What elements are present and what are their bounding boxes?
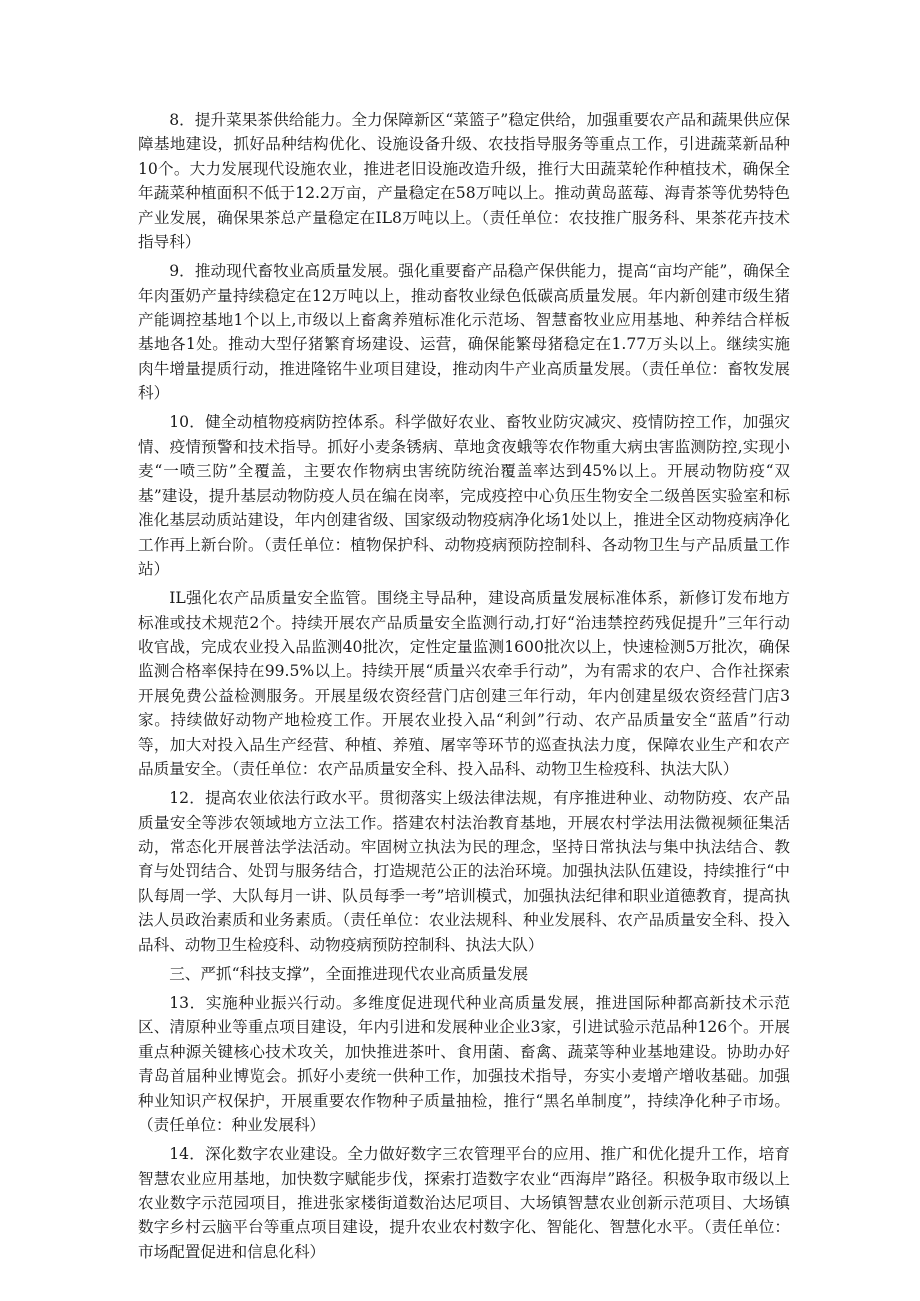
paragraph-9-modern-animal-husbandry: 9．推动现代畜牧业高质量发展。强化重要畜产品稳产保供能力，提高“亩均产能”，确保全年肉蛋奶产量持续稳定在12万吨以上，推动畜牧业绿色低碳高质量发展。年内新创建市级生猪产能调控基地1个以上,市级以上畜禽养殖标准化示范场、智慧畜牧业应用基地、种养结合样板基地各1处。推动大型仔猪繁育场建设、运营，确保能繁母猪稳定在1.77万头以上。继续实施肉牛增量提质行动，推进隆铭牛业项目建设，推动肉牛产业高质量发展。（责任单位：畜牧发展科） bbox=[138, 262, 790, 403]
section-heading-three: 三、严抓“科技支撑”，全面推进现代农业高质量发展 bbox=[169, 964, 529, 983]
paragraph-10-epidemic-prevention-system: 10．健全动植物疫病防控体系。科学做好农业、畜牧业防灾减灾、疫情防控工作，加强灾情、疫情预警和技术指导。抓好小麦条锈病、草地贪夜蛾等农作物重大病虫害监测防控,实现小麦“一喷三防”全覆盖，主要农作物病虫害统防统治覆盖率达到45%以上。开展动物防疫“双基”建设，提升基层动物防疫人员在编在岗率，完成疫控中心负压生物安全二级兽医实验室和标准化基层动质站建设，年内创建省级、国家级动物疫病净化场1处以上，推进全区动物疫病净化工作再上新台阶。（责任单位：植物保护科、动物疫病预防控制科、各动物卫生与产品质量工作站） bbox=[138, 413, 790, 578]
paragraph-14-digital-agriculture: 14．深化数字农业建设。全力做好数字三农管理平台的应用、推广和优化提升工作，培育智慧农业应用基地，加快数字赋能步伐，探索打造数字农业“西海岸”路径。积极争取市级以上农业数字示范园项目，推进张家楼街道数治达尼项目、大场镇智慧农业创新示范项目、大场镇数字乡村云脑平台等重点项目建设，提升农业农村数字化、智能化、智慧化水平。（责任单位：市场配置促进和信息化科） bbox=[138, 1145, 790, 1261]
paragraph-8-vegetable-fruit-tea-supply: 8．提升菜果茶供给能力。全力保障新区“菜篮子”稳定供给，加强重要农产品和蔬果供应保障基地建设，抓好品种结构优化、设施设备升级、农技指导服务等重点工作，引进蔬菜新品种10个。大力发展现代设施农业，推进老旧设施改造升级，推行大田蔬菜轮作种植技术，确保全年蔬菜种植面积不低于12.2万亩，产量稳定在58万吨以上。推动黄岛蓝莓、海青茶等优势特色产业发展，确保果茶总产量稳定在IL8万吨以上。（责任单位：农技推广服务科、果茶花卉技术指导科） bbox=[138, 111, 790, 252]
document-body bbox=[138, 108, 790, 1269]
paragraph-11-quality-safety-supervision: IL强化农产品质量安全监管。围绕主导品种，建设高质量发展标准体系，新修订发布地方标准或技术规范2个。持续开展农产品质量安全监测行动,打好“治违禁控药残促提升”三年行动收官战，完成农业投入品监测40批次，定性定量监测1600批次以上，快速检测5万批次，确保监测合格率保持在99.5%以上。持续开展“质量兴农牵手行动”，为有需求的农户、合作社探索开展免费公益检测服务。开展星级农资经营门店创建三年行动，年内创建星级农资经营门店3家。持续做好动物产地检疫工作。开展农业投入品“利剑”行动、农产品质量安全“蓝盾”行动等，加大对投入品生产经营、种植、养殖、屠宰等环节的巡查执法力度，保障农业生产和农产品质量安全。（责任单位：农产品质量安全科、投入品科、动物卫生检疫科、执法大队） bbox=[138, 589, 790, 778]
paragraph-12-law-based-administration: 12．提高农业依法行政水平。贯彻落实上级法律法规，有序推进种业、动物防疫、农产品质量安全等涉农领域地方立法工作。搭建农村法治教育基地，开展农村学法用法微视频征集活动，常态化开展普法学法活动。牢固树立执法为民的理念，坚持日常执法与集中执法结合、教育与处罚结合、处罚与服务结合，打造规范公正的法治环境。加强执法队伍建设，持续推行“中队每周一学、大队每月一讲、队员每季一考”培训模式，加强执法纪律和职业道德教育，提高执法人员政治素质和业务素质。（责任单位：农业法规科、种业发展科、农产品质量安全科、投入品科、动物卫生检疫科、动物疫病预防控制科、执法大队） bbox=[138, 789, 790, 954]
paragraph-13-seed-industry-revitalization: 13．实施种业振兴行动。多维度促进现代种业高质量发展，推进国际种都高新技术示范区、清原种业等重点项目建设，年内引进和发展种业企业3家，引进试验示范品种126个。开展重点种源关键核心技术攻关，加快推进茶叶、食用菌、畜禽、蔬菜等种业基地建设。协助办好青岛首届种业博览会。抓好小麦统一供种工作，加强技术指导，夯实小麦增产增收基础。加强种业知识产权保护，开展重要农作物种子质量抽检，推行“黑名单制度”，持续净化种子市场。（责任单位：种业发展科） bbox=[138, 994, 790, 1135]
